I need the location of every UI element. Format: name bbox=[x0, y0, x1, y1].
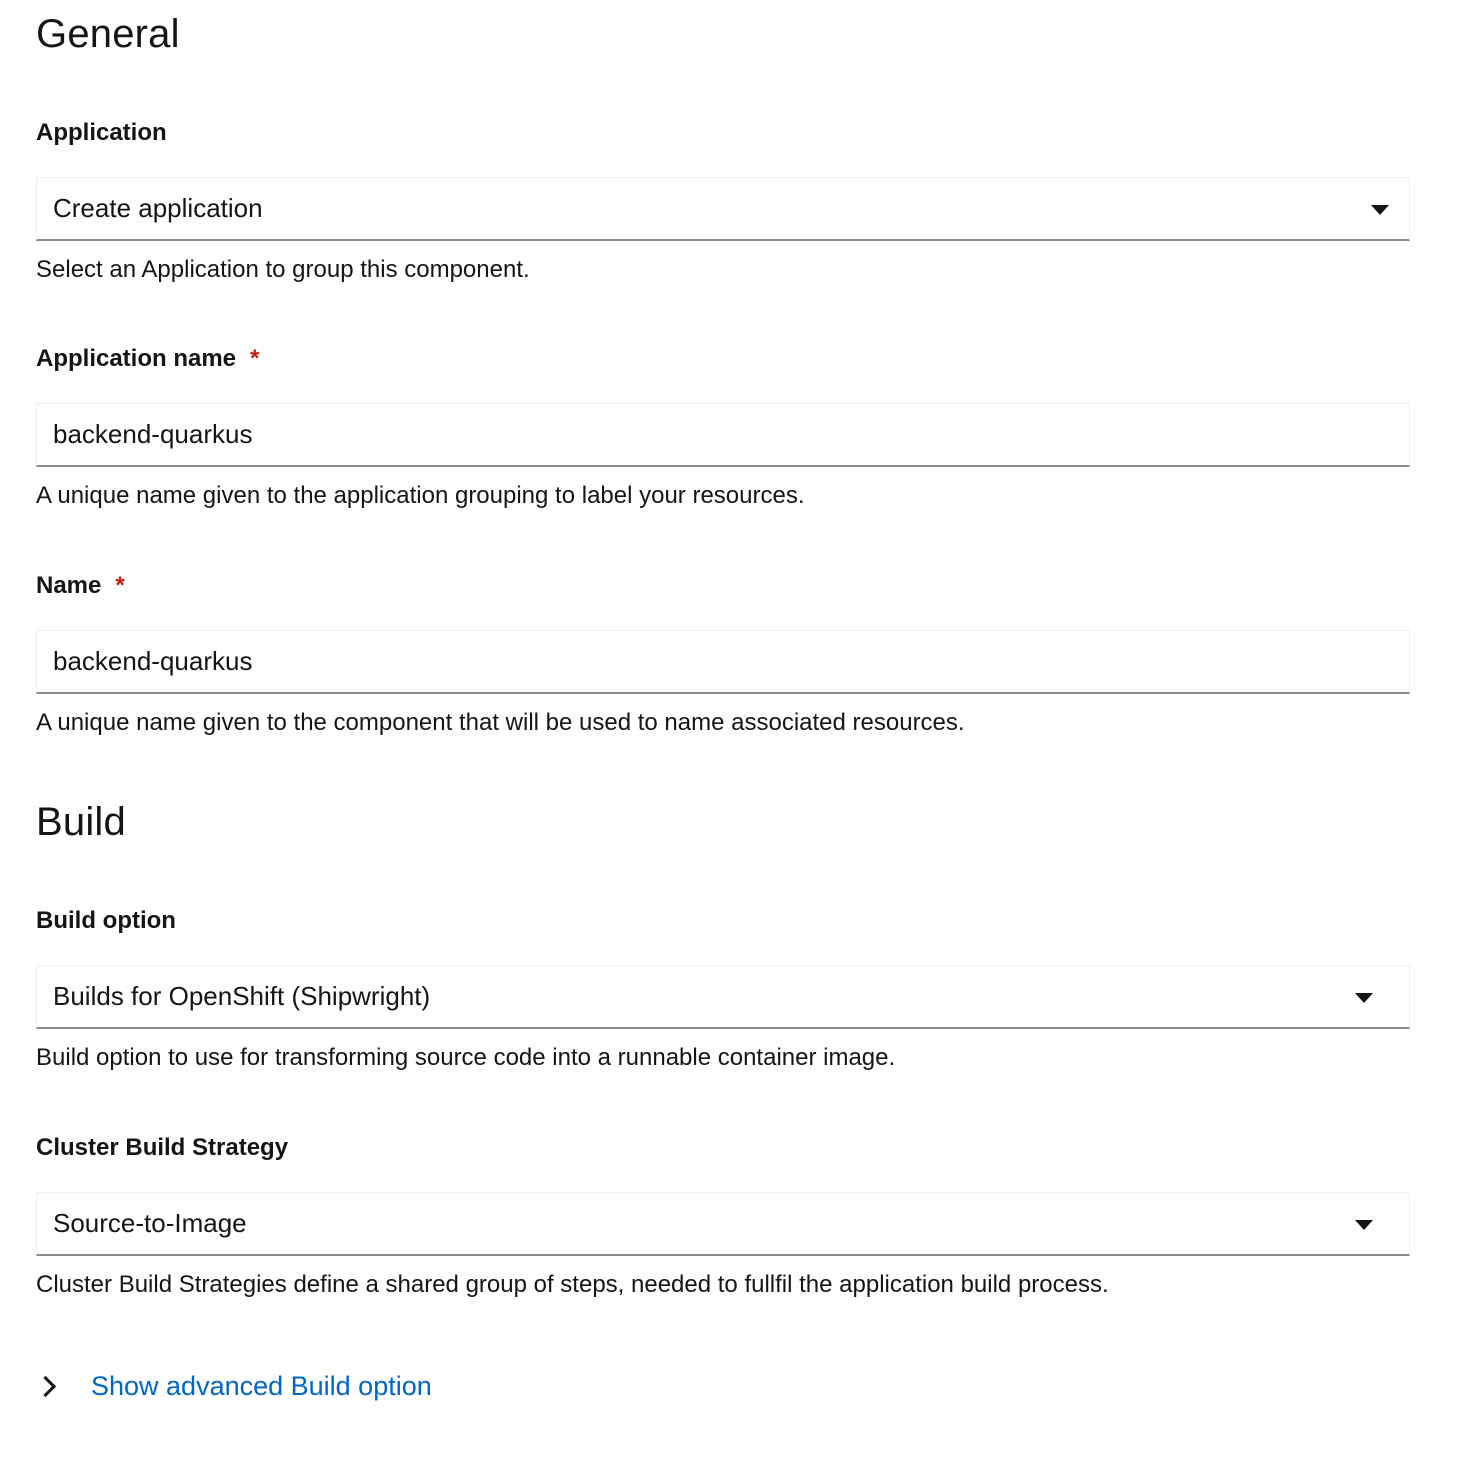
show-advanced-build-option-toggle[interactable] bbox=[36, 1368, 432, 1404]
build-option-helper-text: Build option to use for transforming source code into a runnable container image. bbox=[36, 1044, 896, 1071]
build-option-label bbox=[36, 906, 176, 936]
cluster-build-strategy-select[interactable] bbox=[36, 1192, 1410, 1256]
application-name-helper-text: A unique name given to the application grouping to label your resources. bbox=[36, 482, 805, 509]
name-helper-text: A unique name given to the component that will be used to name associated resources. bbox=[36, 709, 965, 736]
application-name-input-value: backend-quarkus bbox=[53, 419, 253, 449]
required-marker: * bbox=[115, 572, 125, 599]
application-helper-text: Select an Application to group this component. bbox=[36, 256, 530, 283]
name-input-value: backend-quarkus bbox=[53, 646, 253, 676]
name-label-text: Name bbox=[36, 572, 102, 599]
cluster-build-strategy-label-text: Cluster Build Strategy bbox=[36, 1134, 289, 1161]
chevron-right-icon bbox=[35, 1375, 56, 1396]
show-advanced-build-option-link[interactable]: Show advanced Build option bbox=[91, 1371, 432, 1401]
application-name-label-text: Application name bbox=[36, 345, 237, 372]
build-option-select[interactable] bbox=[36, 965, 1410, 1029]
section-title-general: General bbox=[36, 12, 180, 56]
application-label bbox=[36, 118, 167, 148]
application-select[interactable] bbox=[36, 177, 1410, 241]
build-option-select-value: Builds for OpenShift (Shipwright) bbox=[53, 981, 431, 1011]
caret-down-icon bbox=[1355, 1220, 1373, 1230]
cluster-build-strategy-label bbox=[36, 1133, 288, 1163]
build-option-label-text: Build option bbox=[36, 907, 176, 934]
application-name-input[interactable] bbox=[36, 403, 1410, 467]
name-label bbox=[36, 571, 125, 601]
caret-down-icon bbox=[1371, 205, 1389, 215]
application-name-label bbox=[36, 344, 259, 374]
cluster-build-strategy-select-value: Source-to-Image bbox=[53, 1208, 247, 1238]
cluster-build-strategy-helper-text: Cluster Build Strategies define a shared group of steps, needed to fullfil the application build process. bbox=[36, 1271, 1109, 1298]
caret-down-icon bbox=[1355, 993, 1373, 1003]
application-select-value: Create application bbox=[53, 193, 263, 223]
application-label-text: Application bbox=[36, 119, 167, 146]
name-input[interactable] bbox=[36, 630, 1410, 694]
required-marker: * bbox=[250, 345, 260, 372]
section-title-build: Build bbox=[36, 800, 126, 844]
